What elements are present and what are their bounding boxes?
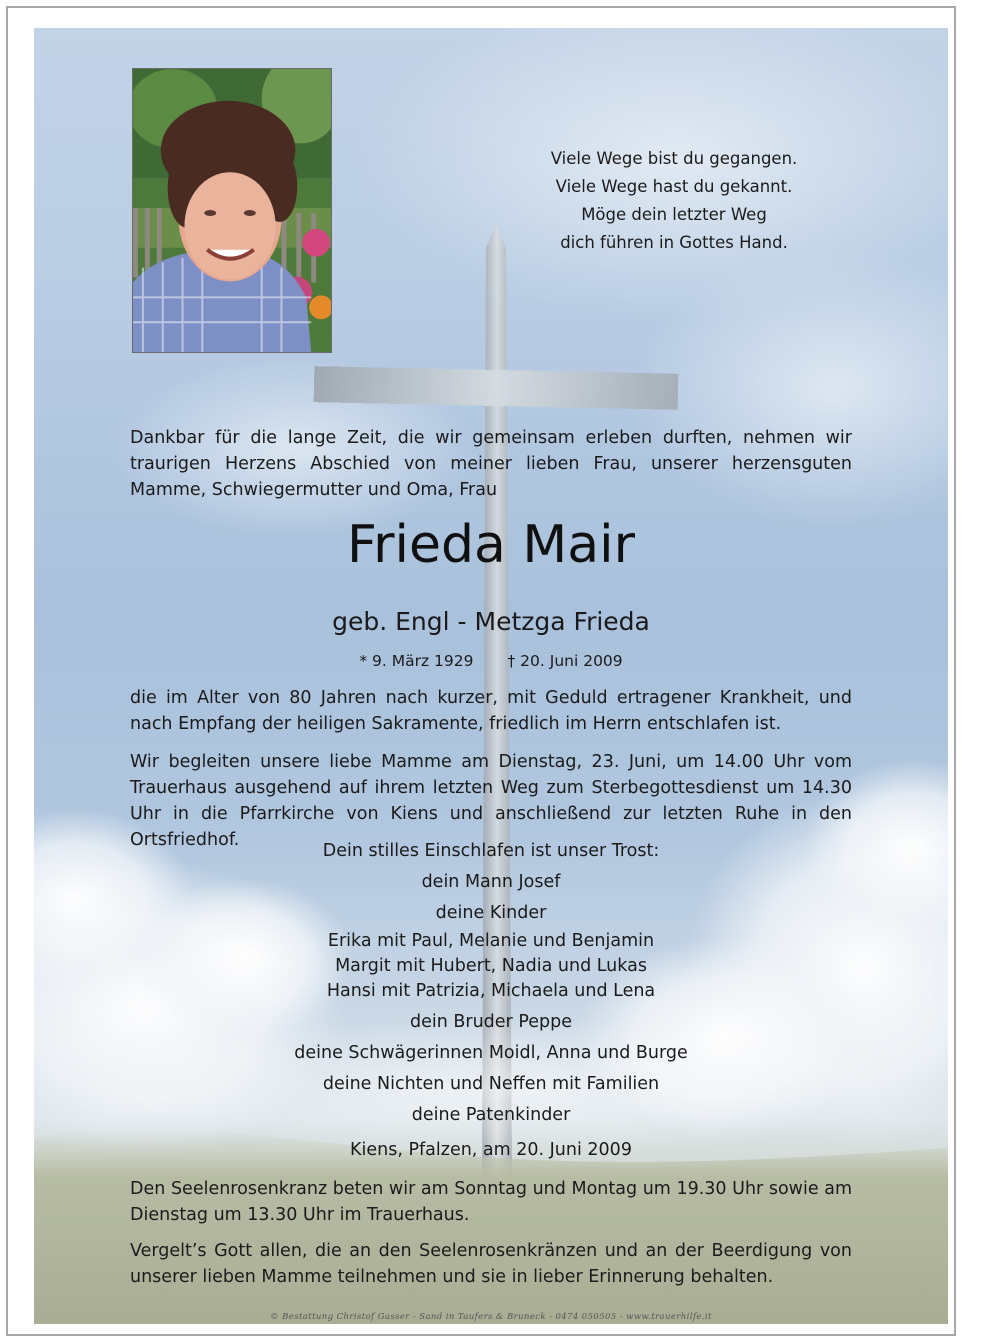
children-heading: deine Kinder	[435, 903, 547, 923]
poem-line: Möge dein letzter Weg	[581, 205, 767, 224]
sisters-in-law: deine Schwägerinnen Moidl, Anna und Burge	[294, 1043, 688, 1063]
poem	[454, 145, 894, 257]
death-date: † 20. Juni 2009	[507, 652, 623, 670]
birth-name: geb. Engl - Metzga Frieda	[332, 607, 650, 636]
poem-line: Viele Wege bist du gegangen.	[550, 149, 798, 168]
child-family: Hansi mit Patrizia, Michaela und Lena	[326, 981, 656, 1001]
poem-line: dich führen in Gottes Hand.	[560, 233, 788, 252]
thanks-paragraph: Vergelt’s Gott allen, die an den Seelenrosenkränzen und an der Beerdigung von unserer lieben Mamme teilnehmen und sie in lieber Erinnerung behalten.	[130, 1241, 852, 1287]
obituary-card	[34, 28, 948, 1324]
portrait-photo	[132, 68, 332, 353]
life-dates	[34, 649, 948, 673]
mourners-list	[34, 838, 948, 1129]
child-family: Erika mit Paul, Melanie und Benjamin	[327, 931, 655, 951]
poem-line: Viele Wege hast du gekannt.	[555, 177, 793, 196]
funeral-paragraph: Wir begleiten unsere liebe Mamme am Dienstag, 23. Juni, um 14.00 Uhr vom Trauerhaus ausgehend auf ihrem letzten Weg zum Sterbegottesdienst um 14.30 Uhr in die Pfarrkirche von Kiens und anschließend zur letzten Ruhe in den Ortsfriedhof.	[130, 752, 852, 850]
child-family: Margit mit Hubert, Nadia und Lukas	[335, 956, 647, 976]
place-date: Kiens, Pfalzen, am 20. Juni 2009	[350, 1140, 632, 1160]
footer-credit: © Bestattung Christof Gasser - Sand in Taufers & Bruneck - 0474 050505 - www.trauerhilfe.it	[270, 1312, 712, 1322]
birth-date: * 9. März 1929	[359, 652, 474, 670]
godchildren: deine Patenkinder	[411, 1105, 571, 1125]
intro-text: Dankbar für die lange Zeit, die wir gemeinsam erleben durften, nehmen wir traurigen Herzens Abschied von meiner lieben Frau, unserer herzensguten Mamme, Schwiegermutter und Oma, Frau	[130, 428, 852, 500]
brother: dein Bruder Peppe	[410, 1012, 572, 1032]
age-paragraph: die im Alter von 80 Jahren nach kurzer, mit Geduld ertragener Krankheit, und nach Empfang der heiligen Sakramente, friedlich im Herrn entschlafen ist.	[130, 688, 852, 734]
husband: dein Mann Josef	[421, 872, 561, 892]
deceased-name: Frieda Mair	[347, 515, 635, 575]
mourners-intro: Dein stilles Einschlafen ist unser Trost:	[322, 841, 660, 861]
nieces-nephews: deine Nichten und Neffen mit Familien	[322, 1074, 660, 1094]
rosary-paragraph: Den Seelenrosenkranz beten wir am Sonntag und Montag um 19.30 Uhr sowie am Dienstag um 13.30 Uhr im Trauerhaus.	[130, 1179, 852, 1225]
